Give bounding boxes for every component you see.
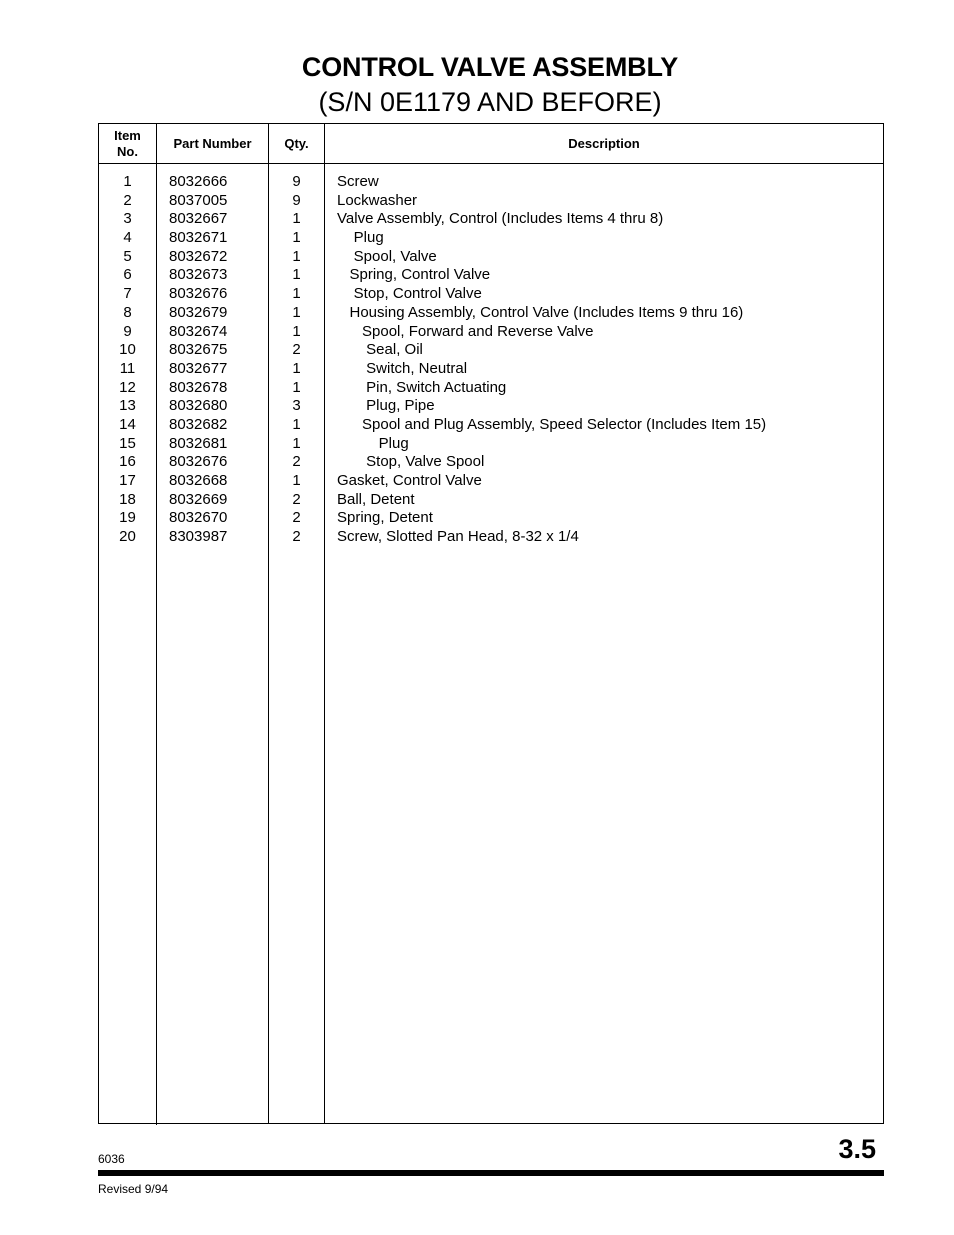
parts-table bbox=[98, 123, 884, 1124]
description-cell: Stop, Control Valve bbox=[337, 285, 482, 303]
part-number-cell: 8032677 bbox=[169, 359, 228, 377]
item-number-cell: 1 bbox=[123, 173, 132, 190]
table-row bbox=[99, 360, 883, 379]
description-cell: Spool and Plug Assembly, Speed Selector (Includes Item 15) bbox=[337, 415, 767, 433]
qty-cell: 1 bbox=[292, 303, 301, 321]
table-row bbox=[99, 323, 883, 342]
item-number-cell: 8 bbox=[123, 303, 132, 321]
description-cell: Stop, Valve Spool bbox=[337, 453, 485, 471]
table-row bbox=[99, 472, 883, 491]
table-row bbox=[99, 229, 883, 248]
document-code: 6036 bbox=[98, 1152, 125, 1166]
item-number-cell: 5 bbox=[123, 247, 132, 265]
item-number-cell: 17 bbox=[119, 472, 136, 489]
part-number-cell: 8032669 bbox=[169, 490, 228, 508]
description-cell: Spring, Detent bbox=[337, 509, 433, 527]
table-row bbox=[99, 416, 883, 435]
page-title: CONTROL VALVE ASSEMBLY bbox=[301, 52, 679, 82]
qty-cell: 1 bbox=[292, 266, 301, 284]
header-divider bbox=[99, 163, 883, 164]
item-number-cell: 9 bbox=[123, 322, 132, 340]
part-number-cell: 8032673 bbox=[169, 266, 228, 284]
qty-cell: 2 bbox=[292, 341, 301, 359]
part-number-cell: 8032678 bbox=[169, 378, 228, 396]
table-row bbox=[99, 248, 883, 267]
item-number-cell: 7 bbox=[123, 285, 132, 303]
item-number-cell: 16 bbox=[119, 453, 136, 471]
description-cell: Plug, Pipe bbox=[337, 397, 435, 415]
item-number-cell: 11 bbox=[119, 359, 136, 377]
item-number-cell: 6 bbox=[123, 266, 132, 284]
qty-cell: 1 bbox=[292, 285, 301, 303]
qty-cell: 1 bbox=[292, 359, 301, 377]
table-row bbox=[99, 528, 883, 547]
part-number-cell: 8032670 bbox=[169, 509, 228, 527]
item-number-cell: 4 bbox=[123, 229, 132, 247]
description-cell: Screw, Slotted Pan Head, 8-32 x 1/4 bbox=[337, 528, 579, 546]
item-number-cell: 10 bbox=[119, 341, 136, 359]
part-number-cell: 8037005 bbox=[169, 191, 228, 209]
description-cell: Screw bbox=[337, 173, 379, 190]
item-number-cell: 12 bbox=[119, 378, 136, 396]
item-number-cell: 18 bbox=[119, 490, 136, 508]
page-number: 3.5 bbox=[838, 1134, 876, 1164]
part-number-cell: 8032679 bbox=[169, 303, 228, 321]
column-header-qty: Qty. bbox=[284, 135, 309, 151]
table-row bbox=[99, 173, 883, 192]
item-number-cell: 15 bbox=[119, 434, 136, 452]
part-number-cell: 8032676 bbox=[169, 285, 228, 303]
qty-cell: 1 bbox=[292, 434, 301, 452]
table-row bbox=[99, 266, 883, 285]
part-number-cell: 8032681 bbox=[169, 434, 228, 452]
part-number-cell: 8032682 bbox=[169, 415, 228, 433]
part-number-cell: 8032674 bbox=[169, 322, 228, 340]
qty-cell: 9 bbox=[292, 191, 301, 209]
column-header-item-line1: Item bbox=[114, 127, 141, 143]
description-cell: Pin, Switch Actuating bbox=[337, 378, 507, 396]
table-row bbox=[99, 192, 883, 211]
item-number-cell: 20 bbox=[119, 528, 136, 546]
item-number-cell: 13 bbox=[119, 397, 136, 415]
qty-cell: 9 bbox=[292, 173, 301, 190]
revision-note: Revised 9/94 bbox=[98, 1182, 169, 1196]
qty-cell: 1 bbox=[292, 229, 301, 247]
qty-cell: 1 bbox=[292, 472, 301, 489]
part-number-cell: 8032668 bbox=[169, 472, 228, 489]
description-cell: Seal, Oil bbox=[337, 341, 423, 359]
description-cell: Spool, Valve bbox=[337, 247, 437, 265]
description-cell: Plug bbox=[337, 434, 409, 452]
part-number-cell: 8032666 bbox=[169, 173, 228, 190]
part-number-cell: 8032671 bbox=[169, 229, 228, 247]
qty-cell: 3 bbox=[292, 397, 301, 415]
qty-cell: 1 bbox=[292, 247, 301, 265]
column-header-item-line2: No. bbox=[117, 143, 138, 159]
column-header-item-no bbox=[99, 124, 156, 163]
table-row bbox=[99, 304, 883, 323]
table-body bbox=[99, 173, 883, 547]
qty-cell: 2 bbox=[292, 528, 301, 546]
description-cell: Gasket, Control Valve bbox=[337, 472, 482, 489]
part-number-cell: 8032675 bbox=[169, 341, 228, 359]
part-number-cell: 8303987 bbox=[169, 528, 228, 546]
description-cell: Housing Assembly, Control Valve (Includes Items 9 thru 16) bbox=[337, 303, 744, 321]
column-header-description: Description bbox=[568, 135, 640, 151]
qty-cell: 2 bbox=[292, 509, 301, 527]
part-number-cell: 8032667 bbox=[169, 210, 228, 228]
table-row bbox=[99, 285, 883, 304]
item-number-cell: 14 bbox=[119, 415, 136, 433]
description-cell: Switch, Neutral bbox=[337, 359, 468, 377]
part-number-cell: 8032680 bbox=[169, 397, 228, 415]
qty-cell: 1 bbox=[292, 378, 301, 396]
qty-cell: 1 bbox=[292, 415, 301, 433]
description-cell: Ball, Detent bbox=[337, 490, 415, 508]
table-row bbox=[99, 210, 883, 229]
item-number-cell: 2 bbox=[123, 191, 132, 209]
footer-rule bbox=[98, 1170, 884, 1176]
qty-cell: 2 bbox=[292, 490, 301, 508]
page-subtitle: (S/N 0E1179 AND BEFORE) bbox=[318, 87, 662, 117]
item-number-cell: 3 bbox=[123, 210, 132, 228]
part-number-cell: 8032676 bbox=[169, 453, 228, 471]
description-cell: Lockwasher bbox=[337, 191, 418, 209]
qty-cell: 1 bbox=[292, 210, 301, 228]
description-cell: Plug bbox=[337, 229, 384, 247]
column-header-part-number: Part Number bbox=[173, 135, 252, 151]
table-row bbox=[99, 435, 883, 454]
qty-cell: 2 bbox=[292, 453, 301, 471]
description-cell: Spool, Forward and Reverse Valve bbox=[337, 322, 594, 340]
table-row bbox=[99, 379, 883, 398]
qty-cell: 1 bbox=[292, 322, 301, 340]
table-row bbox=[99, 453, 883, 472]
item-number-cell: 19 bbox=[119, 509, 136, 527]
part-number-cell: 8032672 bbox=[169, 247, 228, 265]
table-row bbox=[99, 509, 883, 528]
table-row bbox=[99, 397, 883, 416]
table-row bbox=[99, 491, 883, 510]
table-row bbox=[99, 341, 883, 360]
description-cell: Spring, Control Valve bbox=[337, 266, 491, 284]
description-cell: Valve Assembly, Control (Includes Items 4 thru 8) bbox=[337, 210, 664, 228]
